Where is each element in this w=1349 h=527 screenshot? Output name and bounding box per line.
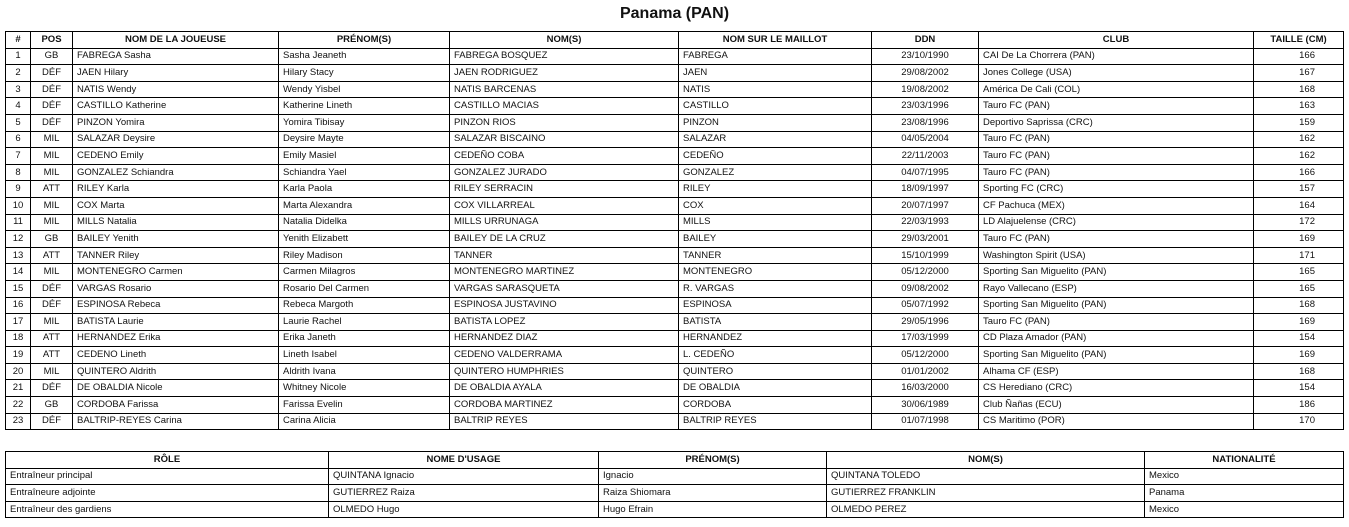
player-cell-player-name: FABREGA Sasha (73, 48, 279, 65)
player-cell-position: DÉF (31, 380, 73, 397)
staff-cell-role: Entraîneur principal (6, 468, 329, 485)
player-cell-birth-date: 01/01/2002 (872, 363, 979, 380)
player-cell-number: 22 (6, 397, 31, 414)
player-cell-number: 10 (6, 197, 31, 214)
player-cell-height: 162 (1254, 148, 1344, 165)
player-row (6, 114, 1344, 131)
player-cell-shirt-name: MONTENEGRO (679, 264, 872, 281)
player-row (6, 397, 1344, 414)
player-cell-height: 168 (1254, 363, 1344, 380)
player-cell-number: 1 (6, 48, 31, 65)
player-cell-player-name: DE OBALDIA Nicole (73, 380, 279, 397)
staff-cell-first-names: Raiza Shiomara (599, 485, 827, 502)
player-cell-height: 166 (1254, 164, 1344, 181)
player-cell-number: 12 (6, 231, 31, 248)
player-cell-player-name: RILEY Karla (73, 181, 279, 198)
player-cell-player-name: QUINTERO Aldrith (73, 363, 279, 380)
player-cell-height: 172 (1254, 214, 1344, 231)
player-cell-number: 2 (6, 65, 31, 82)
player-cell-last-names: CEDEÑO COBA (450, 148, 679, 165)
player-cell-first-names: Hilary Stacy (279, 65, 450, 82)
player-cell-last-names: JAEN RODRIGUEZ (450, 65, 679, 82)
player-cell-shirt-name: QUINTERO (679, 363, 872, 380)
player-cell-height: 163 (1254, 98, 1344, 115)
player-cell-number: 14 (6, 264, 31, 281)
player-cell-position: MIL (31, 314, 73, 331)
player-cell-last-names: VARGAS SARASQUETA (450, 280, 679, 297)
player-cell-position: MIL (31, 264, 73, 281)
staff-header-row (6, 452, 1344, 469)
player-cell-height: 169 (1254, 314, 1344, 331)
players-header-cell: NOM(S) (450, 32, 679, 49)
player-cell-first-names: Emily Masiel (279, 148, 450, 165)
player-cell-first-names: Marta Alexandra (279, 197, 450, 214)
player-cell-shirt-name: PINZON (679, 114, 872, 131)
player-cell-shirt-name: CEDEÑO (679, 148, 872, 165)
player-cell-club: Tauro FC (PAN) (979, 131, 1254, 148)
player-row (6, 297, 1344, 314)
player-cell-club: Washington Spirit (USA) (979, 247, 1254, 264)
player-cell-player-name: BALTRIP-REYES Carina (73, 413, 279, 430)
player-cell-height: 164 (1254, 197, 1344, 214)
player-row (6, 347, 1344, 364)
player-cell-height: 157 (1254, 181, 1344, 198)
player-cell-player-name: JAEN Hilary (73, 65, 279, 82)
staff-cell-nationality: Mexico (1145, 501, 1344, 518)
player-row (6, 148, 1344, 165)
player-cell-number: 21 (6, 380, 31, 397)
player-cell-birth-date: 05/12/2000 (872, 347, 979, 364)
staff-cell-last-names: GUTIERREZ FRANKLIN (827, 485, 1145, 502)
player-cell-shirt-name: SALAZAR (679, 131, 872, 148)
player-cell-first-names: Laurie Rachel (279, 314, 450, 331)
player-cell-shirt-name: GONZALEZ (679, 164, 872, 181)
player-cell-position: MIL (31, 148, 73, 165)
player-row (6, 48, 1344, 65)
player-cell-player-name: BATISTA Laurie (73, 314, 279, 331)
staff-table (5, 451, 1344, 518)
player-cell-first-names: Wendy Yisbel (279, 81, 450, 98)
player-cell-club: CF Pachuca (MEX) (979, 197, 1254, 214)
player-cell-player-name: VARGAS Rosario (73, 280, 279, 297)
player-cell-player-name: HERNANDEZ Erika (73, 330, 279, 347)
player-cell-last-names: CASTILLO MACIAS (450, 98, 679, 115)
staff-row (6, 485, 1344, 502)
player-cell-birth-date: 04/07/1995 (872, 164, 979, 181)
player-cell-birth-date: 15/10/1999 (872, 247, 979, 264)
player-cell-first-names: Erika Janeth (279, 330, 450, 347)
player-cell-height: 165 (1254, 280, 1344, 297)
player-cell-height: 159 (1254, 114, 1344, 131)
player-cell-shirt-name: CASTILLO (679, 98, 872, 115)
player-cell-birth-date: 23/03/1996 (872, 98, 979, 115)
player-cell-height: 154 (1254, 330, 1344, 347)
player-cell-number: 6 (6, 131, 31, 148)
player-row (6, 314, 1344, 331)
player-cell-height: 169 (1254, 231, 1344, 248)
player-cell-position: MIL (31, 363, 73, 380)
player-cell-shirt-name: MILLS (679, 214, 872, 231)
players-header-cell: CLUB (979, 32, 1254, 49)
players-header-cell: NOM DE LA JOUEUSE (73, 32, 279, 49)
player-cell-club: Alhama CF (ESP) (979, 363, 1254, 380)
player-cell-player-name: TANNER Riley (73, 247, 279, 264)
staff-header-cell: RÔLE (6, 452, 329, 469)
player-cell-number: 4 (6, 98, 31, 115)
player-cell-shirt-name: CORDOBA (679, 397, 872, 414)
player-cell-last-names: SALAZAR BISCAINO (450, 131, 679, 148)
player-cell-last-names: GONZALEZ JURADO (450, 164, 679, 181)
player-cell-number: 8 (6, 164, 31, 181)
player-cell-birth-date: 23/10/1990 (872, 48, 979, 65)
player-cell-first-names: Katherine Lineth (279, 98, 450, 115)
player-row (6, 131, 1344, 148)
player-cell-position: MIL (31, 164, 73, 181)
player-cell-birth-date: 05/12/2000 (872, 264, 979, 281)
player-cell-club: Tauro FC (PAN) (979, 164, 1254, 181)
player-row (6, 214, 1344, 231)
player-row (6, 363, 1344, 380)
player-row (6, 197, 1344, 214)
player-cell-shirt-name: TANNER (679, 247, 872, 264)
staff-header-cell: NOM(S) (827, 452, 1145, 469)
staff-header-cell: PRÉNOM(S) (599, 452, 827, 469)
player-cell-position: DÉF (31, 280, 73, 297)
players-header-cell: # (6, 32, 31, 49)
player-cell-first-names: Schiandra Yael (279, 164, 450, 181)
player-cell-shirt-name: BAILEY (679, 231, 872, 248)
player-cell-first-names: Karla Paola (279, 181, 450, 198)
player-cell-shirt-name: ESPINOSA (679, 297, 872, 314)
player-cell-first-names: Rosario Del Carmen (279, 280, 450, 297)
player-cell-club: CS Herediano (CRC) (979, 380, 1254, 397)
player-cell-player-name: PINZON Yomira (73, 114, 279, 131)
player-cell-club: Sporting San Miguelito (PAN) (979, 347, 1254, 364)
staff-cell-nationality: Panama (1145, 485, 1344, 502)
player-cell-first-names: Carmen Milagros (279, 264, 450, 281)
player-cell-position: GB (31, 48, 73, 65)
staff-cell-last-names: QUINTANA TOLEDO (827, 468, 1145, 485)
player-cell-player-name: CEDENO Emily (73, 148, 279, 165)
player-cell-last-names: QUINTERO HUMPHRIES (450, 363, 679, 380)
player-cell-birth-date: 17/03/1999 (872, 330, 979, 347)
staff-cell-usage-name: GUTIERREZ Raiza (329, 485, 599, 502)
player-cell-birth-date: 16/03/2000 (872, 380, 979, 397)
player-cell-number: 15 (6, 280, 31, 297)
player-cell-number: 19 (6, 347, 31, 364)
players-header-cell: POS (31, 32, 73, 49)
player-cell-first-names: Aldrith Ivana (279, 363, 450, 380)
player-cell-shirt-name: HERNANDEZ (679, 330, 872, 347)
players-header-cell: PRÉNOM(S) (279, 32, 450, 49)
player-row (6, 330, 1344, 347)
player-cell-club: CAI De La Chorrera (PAN) (979, 48, 1254, 65)
player-cell-birth-date: 20/07/1997 (872, 197, 979, 214)
player-cell-first-names: Deysire Mayte (279, 131, 450, 148)
player-cell-number: 18 (6, 330, 31, 347)
player-cell-number: 5 (6, 114, 31, 131)
player-cell-first-names: Yomira Tibisay (279, 114, 450, 131)
staff-cell-first-names: Hugo Efrain (599, 501, 827, 518)
page-title: Panama (PAN) (619, 5, 730, 22)
player-cell-number: 16 (6, 297, 31, 314)
player-cell-position: GB (31, 231, 73, 248)
staff-cell-role: Entraîneure adjointe (6, 485, 329, 502)
players-header-cell: TAILLE (CM) (1254, 32, 1344, 49)
player-cell-club: Deportivo Saprissa (CRC) (979, 114, 1254, 131)
player-cell-first-names: Sasha Jeaneth (279, 48, 450, 65)
player-cell-first-names: Riley Madison (279, 247, 450, 264)
player-row (6, 413, 1344, 430)
player-cell-height: 168 (1254, 81, 1344, 98)
players-table (5, 31, 1344, 430)
player-cell-birth-date: 22/11/2003 (872, 148, 979, 165)
staff-cell-usage-name: QUINTANA Ignacio (329, 468, 599, 485)
player-cell-first-names: Natalia Didelka (279, 214, 450, 231)
player-cell-player-name: ESPINOSA Rebeca (73, 297, 279, 314)
staff-cell-first-names: Ignacio (599, 468, 827, 485)
player-cell-height: 169 (1254, 347, 1344, 364)
player-cell-shirt-name: NATIS (679, 81, 872, 98)
player-cell-height: 170 (1254, 413, 1344, 430)
player-cell-height: 168 (1254, 297, 1344, 314)
staff-cell-last-names: OLMEDO PEREZ (827, 501, 1145, 518)
player-cell-position: GB (31, 397, 73, 414)
player-cell-birth-date: 05/07/1992 (872, 297, 979, 314)
player-cell-last-names: BAILEY DE LA CRUZ (450, 231, 679, 248)
player-cell-player-name: GONZALEZ Schiandra (73, 164, 279, 181)
player-cell-position: DÉF (31, 81, 73, 98)
player-cell-shirt-name: RILEY (679, 181, 872, 198)
player-row (6, 380, 1344, 397)
player-cell-last-names: ESPINOSA JUSTAVINO (450, 297, 679, 314)
player-row (6, 181, 1344, 198)
player-cell-player-name: CORDOBA Farissa (73, 397, 279, 414)
player-cell-club: Sporting FC (CRC) (979, 181, 1254, 198)
player-cell-first-names: Whitney Nicole (279, 380, 450, 397)
staff-row (6, 468, 1344, 485)
players-header-cell: DDN (872, 32, 979, 49)
player-cell-player-name: MILLS Natalia (73, 214, 279, 231)
player-cell-number: 20 (6, 363, 31, 380)
player-cell-birth-date: 23/08/1996 (872, 114, 979, 131)
player-cell-club: Jones College (USA) (979, 65, 1254, 82)
player-cell-position: ATT (31, 330, 73, 347)
player-cell-club: CS Maritimo (POR) (979, 413, 1254, 430)
player-cell-last-names: NATIS BARCENAS (450, 81, 679, 98)
player-cell-birth-date: 19/08/2002 (872, 81, 979, 98)
players-header-row (6, 32, 1344, 49)
player-cell-last-names: MONTENEGRO MARTINEZ (450, 264, 679, 281)
player-cell-position: ATT (31, 181, 73, 198)
player-cell-club: Rayo Vallecano (ESP) (979, 280, 1254, 297)
player-cell-player-name: NATIS Wendy (73, 81, 279, 98)
staff-header-cell: NOME D'USAGE (329, 452, 599, 469)
player-row (6, 65, 1344, 82)
player-cell-position: DÉF (31, 413, 73, 430)
player-cell-birth-date: 29/03/2001 (872, 231, 979, 248)
player-cell-player-name: BAILEY Yenith (73, 231, 279, 248)
player-cell-number: 23 (6, 413, 31, 430)
player-cell-club: CD Plaza Amador (PAN) (979, 330, 1254, 347)
player-row (6, 164, 1344, 181)
player-cell-position: DÉF (31, 114, 73, 131)
staff-cell-nationality: Mexico (1145, 468, 1344, 485)
player-cell-last-names: BALTRIP REYES (450, 413, 679, 430)
player-cell-last-names: MILLS URRUNAGA (450, 214, 679, 231)
player-cell-last-names: COX VILLARREAL (450, 197, 679, 214)
player-row (6, 81, 1344, 98)
player-cell-club: Sporting San Miguelito (PAN) (979, 264, 1254, 281)
player-cell-last-names: CEDENO VALDERRAMA (450, 347, 679, 364)
player-cell-player-name: SALAZAR Deysire (73, 131, 279, 148)
player-cell-last-names: TANNER (450, 247, 679, 264)
player-cell-height: 154 (1254, 380, 1344, 397)
player-row (6, 264, 1344, 281)
player-cell-birth-date: 30/06/1989 (872, 397, 979, 414)
player-cell-shirt-name: R. VARGAS (679, 280, 872, 297)
player-cell-position: MIL (31, 197, 73, 214)
player-cell-player-name: CEDENO Lineth (73, 347, 279, 364)
player-cell-last-names: CORDOBA MARTINEZ (450, 397, 679, 414)
player-cell-club: Tauro FC (PAN) (979, 231, 1254, 248)
player-cell-birth-date: 09/08/2002 (872, 280, 979, 297)
player-cell-position: ATT (31, 347, 73, 364)
player-cell-shirt-name: COX (679, 197, 872, 214)
player-cell-player-name: CASTILLO Katherine (73, 98, 279, 115)
player-cell-last-names: HERNANDEZ DIAZ (450, 330, 679, 347)
player-cell-position: DÉF (31, 297, 73, 314)
player-cell-birth-date: 29/05/1996 (872, 314, 979, 331)
player-cell-position: ATT (31, 247, 73, 264)
player-cell-position: MIL (31, 214, 73, 231)
player-cell-shirt-name: BALTRIP REYES (679, 413, 872, 430)
player-cell-club: América De Cali (COL) (979, 81, 1254, 98)
player-cell-first-names: Farissa Evelin (279, 397, 450, 414)
player-cell-birth-date: 22/03/1993 (872, 214, 979, 231)
player-cell-last-names: DE OBALDIA AYALA (450, 380, 679, 397)
player-cell-birth-date: 04/05/2004 (872, 131, 979, 148)
player-cell-height: 171 (1254, 247, 1344, 264)
player-cell-player-name: COX Marta (73, 197, 279, 214)
player-cell-last-names: FABREGA BOSQUEZ (450, 48, 679, 65)
player-row (6, 247, 1344, 264)
player-cell-number: 7 (6, 148, 31, 165)
player-cell-first-names: Yenith Elizabett (279, 231, 450, 248)
player-cell-club: Tauro FC (PAN) (979, 314, 1254, 331)
player-cell-club: Tauro FC (PAN) (979, 98, 1254, 115)
player-cell-number: 3 (6, 81, 31, 98)
player-cell-last-names: RILEY SERRACIN (450, 181, 679, 198)
player-cell-first-names: Carina Alicia (279, 413, 450, 430)
player-row (6, 98, 1344, 115)
player-cell-height: 186 (1254, 397, 1344, 414)
player-cell-club: Tauro FC (PAN) (979, 148, 1254, 165)
player-cell-height: 162 (1254, 131, 1344, 148)
player-cell-birth-date: 18/09/1997 (872, 181, 979, 198)
player-cell-club: Club Ñañas (ECU) (979, 397, 1254, 414)
player-cell-position: DÉF (31, 98, 73, 115)
staff-header-cell: NATIONALITÉ (1145, 452, 1344, 469)
player-cell-height: 166 (1254, 48, 1344, 65)
player-cell-number: 13 (6, 247, 31, 264)
player-row (6, 280, 1344, 297)
player-cell-first-names: Rebeca Margoth (279, 297, 450, 314)
player-cell-shirt-name: JAEN (679, 65, 872, 82)
player-cell-birth-date: 01/07/1998 (872, 413, 979, 430)
player-row (6, 231, 1344, 248)
player-cell-last-names: BATISTA LOPEZ (450, 314, 679, 331)
player-cell-number: 9 (6, 181, 31, 198)
player-cell-shirt-name: L. CEDEÑO (679, 347, 872, 364)
player-cell-number: 17 (6, 314, 31, 331)
player-cell-first-names: Lineth Isabel (279, 347, 450, 364)
player-cell-position: DÉF (31, 65, 73, 82)
player-cell-shirt-name: BATISTA (679, 314, 872, 331)
player-cell-player-name: MONTENEGRO Carmen (73, 264, 279, 281)
staff-cell-usage-name: OLMEDO Hugo (329, 501, 599, 518)
player-cell-club: Sporting San Miguelito (PAN) (979, 297, 1254, 314)
player-cell-club: LD Alajuelense (CRC) (979, 214, 1254, 231)
staff-row (6, 501, 1344, 518)
players-header-cell: NOM SUR LE MAILLOT (679, 32, 872, 49)
player-cell-shirt-name: DE OBALDIA (679, 380, 872, 397)
player-cell-number: 11 (6, 214, 31, 231)
player-cell-birth-date: 29/08/2002 (872, 65, 979, 82)
player-cell-last-names: PINZON RIOS (450, 114, 679, 131)
staff-cell-role: Entraîneur des gardiens (6, 501, 329, 518)
player-cell-height: 165 (1254, 264, 1344, 281)
player-cell-shirt-name: FABREGA (679, 48, 872, 65)
player-cell-position: MIL (31, 131, 73, 148)
player-cell-height: 167 (1254, 65, 1344, 82)
